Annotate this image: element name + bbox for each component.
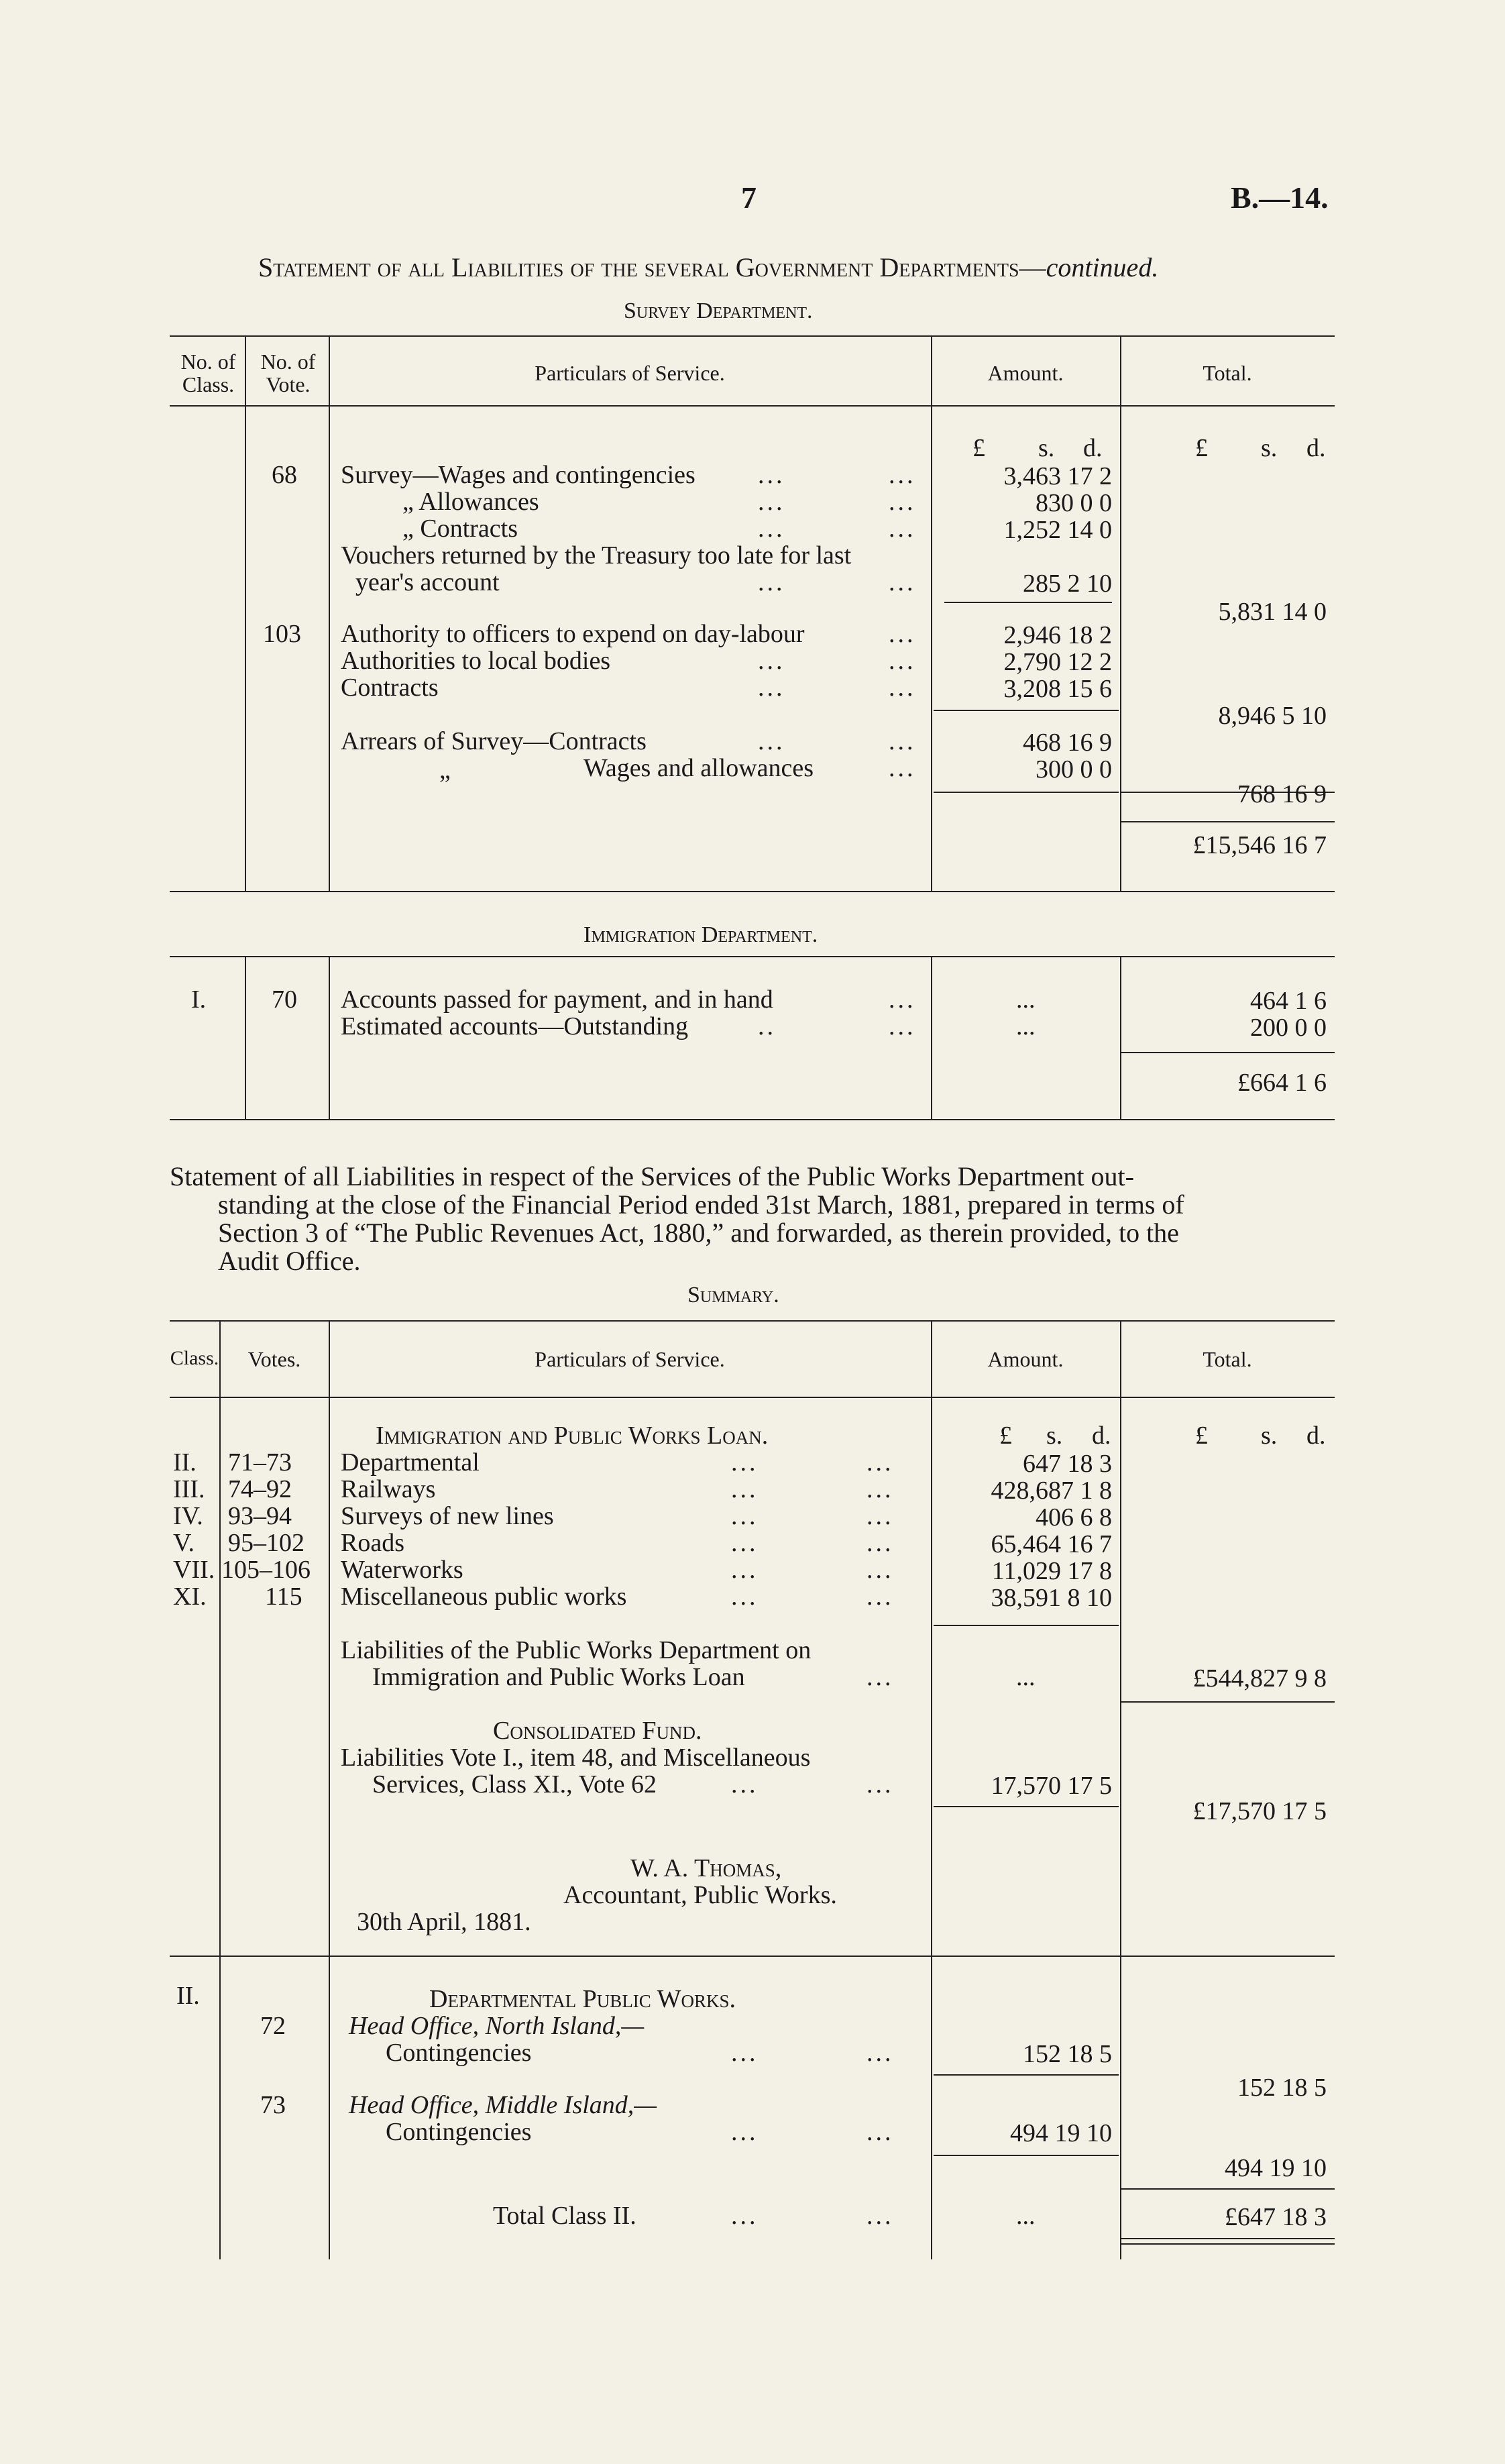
total-s-label: s. (1261, 1422, 1278, 1450)
immigration-row-amount: ... (1016, 1012, 1036, 1040)
leader-dots: ... (867, 1529, 894, 1557)
leader-dots: ... (731, 2202, 759, 2230)
consolidated-line-1: Liabilities Vote I., item 48, and Miscellaneous (341, 1744, 811, 1772)
total-s-label: s. (1261, 434, 1278, 462)
leader-dots: ... (867, 1770, 894, 1799)
leader-dots: ... (731, 1770, 759, 1799)
leader-dots: ... (867, 1556, 894, 1584)
dept-heading: Departmental Public Works. (429, 1985, 736, 2013)
leader-dots: ... (731, 1448, 759, 1477)
dept-row-total: 494 19 10 (1225, 2154, 1327, 2182)
leader-dots: ... (889, 620, 916, 648)
leader-dots: ... (731, 1475, 759, 1503)
leader-dots: ... (758, 727, 785, 755)
loan-row-votes: 105–106 (221, 1556, 311, 1584)
dept-row-text: Contingencies (386, 2118, 532, 2146)
immigration-row-text: Estimated accounts—Outstanding (341, 1012, 689, 1040)
leader-dots: ... (889, 754, 916, 782)
total-class-value: £647 18 3 (1225, 2203, 1327, 2231)
survey-row-amount: 2,790 12 2 (1003, 648, 1112, 676)
vote-68: 68 (272, 461, 297, 489)
survey-row-amount: 468 16 9 (1023, 729, 1112, 757)
statement2-line-4: Audit Office. (218, 1246, 361, 1276)
loan-total: £544,827 9 8 (1192, 1664, 1327, 1693)
loan-heading: Immigration and Public Works Loan. (376, 1422, 769, 1450)
dept-office: Head Office, North Island,— (349, 2012, 645, 2040)
dept-office: Head Office, Middle Island,— (349, 2091, 657, 2119)
loan-row-class: XI. (173, 1583, 207, 1611)
survey-row-amount: 2,946 18 2 (1003, 621, 1112, 649)
loan-row-class: IV. (173, 1502, 203, 1530)
loan-row-amount: 647 18 3 (1023, 1450, 1112, 1478)
total-d-label: d. (1306, 1422, 1326, 1450)
leader-dots: ... (731, 2039, 759, 2067)
loan-row-votes: 115 (265, 1583, 302, 1611)
consolidated-amount: 17,570 17 5 (991, 1772, 1112, 1800)
loan-row-text: Surveys of new lines (341, 1502, 554, 1530)
immigration-grand-total: £664 1 6 (1237, 1069, 1327, 1097)
col-vote-header: No. of Vote. (260, 350, 316, 396)
survey-row-text: Arrears of Survey—Contracts (341, 727, 647, 755)
leader-dots: ... (867, 1448, 894, 1477)
total-d-label: d. (1306, 434, 1326, 462)
immigration-row-amount: ... (1016, 985, 1036, 1014)
amount-s-label: s. (1038, 434, 1055, 462)
survey-row-amount: 300 0 0 (1036, 755, 1112, 784)
leader-dots: ... (731, 1529, 759, 1557)
survey-row-text: Authorities to local bodies (341, 647, 611, 675)
dept-vote: 73 (260, 2091, 286, 2119)
vote-103: 103 (263, 620, 301, 648)
dept-row-amount: 152 18 5 (1023, 2040, 1112, 2068)
total-class-label: Total Class II. (493, 2202, 636, 2230)
survey-row-amount: 3,463 17 2 (1003, 462, 1112, 490)
loan-row-amount: 38,591 8 10 (991, 1584, 1112, 1612)
survey-grand-total: £15,546 16 7 (1192, 831, 1327, 859)
statement2-line-3: Section 3 of “The Public Revenues Act, 1880,” and forwarded, as therein provided, to the (218, 1218, 1179, 1248)
total-pound-label: £ (1195, 1422, 1208, 1450)
leader-dots: ... (889, 1012, 916, 1040)
survey-row-amount: 285 2 10 (1023, 570, 1112, 598)
loan-row-text: Roads (341, 1529, 404, 1557)
loan-row-votes: 71–73 (228, 1448, 292, 1477)
survey-row-text: Contracts (341, 674, 439, 702)
leader-dots: ... (731, 1502, 759, 1530)
col-amount-header: Amount. (987, 361, 1064, 385)
loan-row-class: VII. (173, 1556, 215, 1584)
immigration-row-total: 200 0 0 (1250, 1014, 1327, 1042)
leader-dots: ... (867, 1475, 894, 1503)
survey-row-text: Vouchers returned by the Treasury too late for last (341, 541, 852, 570)
loan-row-amount: 65,464 16 7 (991, 1530, 1112, 1558)
leader-dots: ... (889, 568, 916, 596)
signature-date: 30th April, 1881. (357, 1908, 531, 1936)
immigration-vote: 70 (272, 985, 297, 1014)
survey-row-amount: 1,252 14 0 (1003, 516, 1112, 544)
loan-liabilities-amount: ... (1016, 1663, 1036, 1691)
leader-dots: ... (889, 647, 916, 675)
leader-dots: ... (758, 647, 785, 675)
leader-dots: ... (889, 515, 916, 543)
survey-row-text: Survey—Wages and contingencies (341, 461, 695, 489)
leader-dots: ... (867, 1502, 894, 1530)
amount-pound-label: £ (999, 1422, 1012, 1450)
dept-row-amount: 494 19 10 (1010, 2119, 1112, 2147)
subtotal-authority: 8,946 5 10 (1218, 702, 1327, 730)
survey-row-amount: 830 0 0 (1036, 489, 1112, 517)
dept-row-text: Contingencies (386, 2039, 532, 2067)
loan-row-class: II. (173, 1448, 197, 1477)
leader-dots: ... (758, 488, 785, 516)
leader-dots: ... (731, 1556, 759, 1584)
dept-class: II. (176, 1982, 200, 2010)
loan-row-class: V. (173, 1529, 195, 1557)
survey-row-text: Authority to officers to expend on day-labour (341, 620, 805, 648)
amount-pound-label: £ (972, 434, 985, 462)
summary-col-total-header: Total. (1203, 1347, 1252, 1371)
subtotal-survey: 5,831 14 0 (1218, 598, 1327, 626)
loan-liabilities-line-1: Liabilities of the Public Works Department on (341, 1636, 812, 1664)
amount-d-label: d. (1092, 1422, 1111, 1450)
leader-dots: ... (758, 674, 785, 702)
statement-title (258, 252, 1158, 283)
subtotal-arrears: 768 16 9 (1237, 780, 1327, 808)
loan-row-votes: 74–92 (228, 1475, 292, 1503)
immigration-class: I. (191, 985, 207, 1014)
statement-title-continued: continued. (1046, 252, 1159, 282)
amount-d-label: d. (1083, 434, 1103, 462)
loan-row-amount: 428,687 1 8 (991, 1477, 1112, 1505)
consolidated-total: £17,570 17 5 (1192, 1797, 1327, 1825)
loan-row-text: Railways (341, 1475, 436, 1503)
summary-heading: Summary. (687, 1283, 779, 1307)
leader-dots: ... (758, 568, 785, 596)
page-reference: B.—14. (1231, 180, 1329, 215)
statement2-line-1: Statement of all Liabilities in respect of the Services of the Public Works Department out- (170, 1161, 1134, 1191)
leader-dots: ... (758, 515, 785, 543)
survey-heading: Survey Department. (624, 299, 813, 323)
statement2-line-2: standing at the close of the Financial Period ended 31st March, 1881, prepared in terms of (218, 1189, 1184, 1220)
loan-row-text: Miscellaneous public works (341, 1583, 627, 1611)
leader-dots: ... (867, 2202, 894, 2230)
immigration-row-text: Accounts passed for payment, and in hand (341, 985, 773, 1014)
immigration-heading: Immigration Department. (583, 922, 818, 947)
leader-dots: ... (867, 2039, 894, 2067)
col-particulars-header: Particulars of Service. (535, 361, 725, 385)
loan-row-amount: 11,029 17 8 (991, 1557, 1112, 1585)
leader-dots: ... (889, 674, 916, 702)
loan-row-amount: 406 6 8 (1036, 1503, 1112, 1532)
leader-dots: ... (889, 488, 916, 516)
col-total-header: Total. (1203, 361, 1252, 385)
summary-col-class-header: Class. (170, 1347, 219, 1369)
summary-col-amount-header: Amount. (987, 1347, 1064, 1371)
amount-s-label: s. (1046, 1422, 1063, 1450)
leader-dots: ... (889, 985, 916, 1014)
statement-title-main: Statement of all Liabilities of the several Government Departments— (258, 252, 1046, 282)
summary-col-particulars-header: Particulars of Service. (535, 1347, 725, 1371)
leader-dots: ... (731, 1583, 759, 1611)
loan-row-text: Waterworks (341, 1556, 463, 1584)
col-class-header: No. of Class. (180, 350, 236, 396)
signature-name: W. A. Thomas, (630, 1854, 782, 1882)
total-class-amount: ... (1016, 2202, 1036, 2230)
loan-row-text: Departmental (341, 1448, 480, 1477)
signature-title: Accountant, Public Works. (563, 1881, 837, 1909)
consolidated-line-2: Services, Class XI., Vote 62 (372, 1770, 657, 1799)
dept-vote: 72 (260, 2012, 286, 2040)
loan-row-class: III. (173, 1475, 205, 1503)
survey-row-amount: 3,208 15 6 (1003, 675, 1112, 703)
leader-dots: ... (867, 1663, 894, 1691)
ditto-mark: „ (439, 756, 451, 784)
survey-row-text: „ Contracts (402, 515, 518, 543)
total-pound-label: £ (1195, 434, 1208, 462)
dept-row-total: 152 18 5 (1237, 2074, 1327, 2102)
immigration-row-total: 464 1 6 (1250, 987, 1327, 1015)
page-number: 7 (741, 180, 757, 215)
loan-row-votes: 93–94 (228, 1502, 292, 1530)
survey-row-text: Wages and allowances (583, 754, 814, 782)
survey-row-text: „ Allowances (402, 488, 539, 516)
loan-row-votes: 95–102 (228, 1529, 304, 1557)
leader-dots: ... (867, 1583, 894, 1611)
consolidated-heading: Consolidated Fund. (493, 1717, 702, 1745)
loan-liabilities-line-2: Immigration and Public Works Loan (372, 1663, 745, 1691)
leader-dots: .. (758, 1012, 776, 1040)
summary-col-votes-header: Votes. (247, 1347, 301, 1371)
leader-dots: ... (889, 727, 916, 755)
leader-dots: ... (889, 461, 916, 489)
survey-row-text: year's account (355, 568, 500, 596)
leader-dots: ... (758, 461, 785, 489)
leader-dots: ... (731, 2118, 759, 2146)
leader-dots: ... (867, 2118, 894, 2146)
